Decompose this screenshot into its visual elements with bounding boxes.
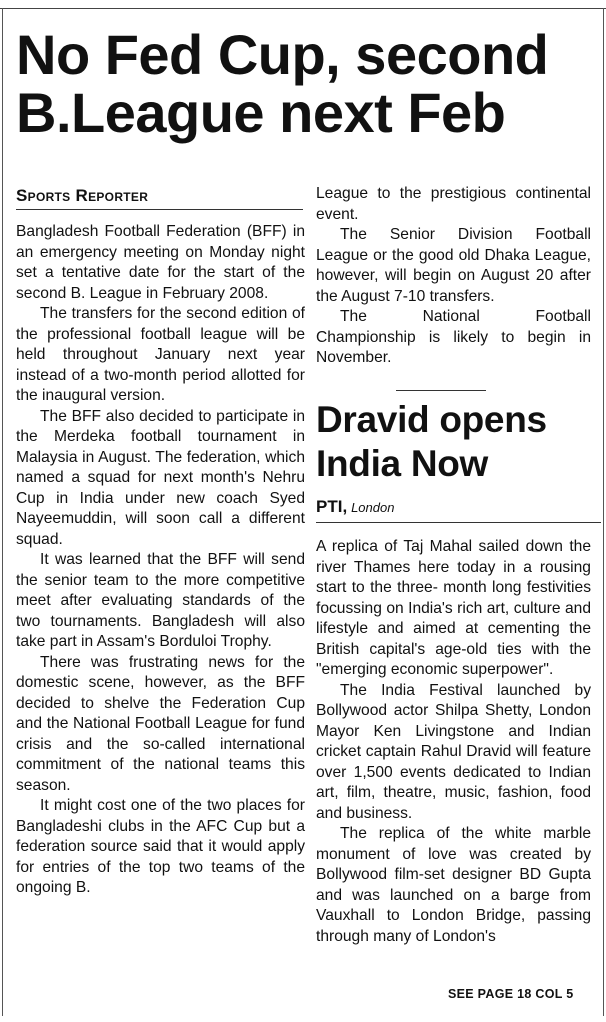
article1-paragraph: There was frustrating news for the domestic scene, however, as the BFF decided to shelve the Federation Cup and the National Football League for fund crisis and the so-called international commitment of the national teams this season. xyxy=(16,653,305,794)
article1-paragraph: The Senior Division Football League or the good old Dhaka League, however, will begin on August 20 after the August 7-10 transfers. xyxy=(316,226,591,305)
article1-paragraph: It was learned that the BFF will send the senior team to the more competitive meet after evaluating standards of the two tournaments. Bangladesh will also take part in Assam's Borduloi Trophy. xyxy=(16,551,305,650)
article1-paragraph: The BFF also decided to participate in the Merdeka football tournament in Malaysia in August. The federation, which named a squad for next month's Nehru Cup in India under new coach Syed Nayeemuddin, will soon call a different squad. xyxy=(16,407,305,548)
continued-on-page-link: SEE PAGE 18 COL 5 xyxy=(448,987,574,1001)
article1-paragraph: League to the prestigious continental event. xyxy=(316,185,591,223)
article1-paragraph: It might cost one of the two places for Bangladeshi clubs in the AFC Cup but a federation source said that it would apply for entries of the top two teams of the ongoing B. xyxy=(16,797,305,896)
byline-pti xyxy=(316,497,394,518)
byline-rule xyxy=(316,522,601,523)
byline-rule xyxy=(16,209,303,210)
article-divider xyxy=(396,390,486,391)
left-border xyxy=(2,8,3,1016)
article1-left-column xyxy=(16,222,305,899)
article1-paragraph: The transfers for the second edition of the professional football league will be held throughout January next year instead of a two-month period allotted for the inaugural version. xyxy=(16,305,305,404)
top-border xyxy=(0,8,606,9)
article2-paragraph: The replica of the white marble monument of love was created by Bollywood film-set designer BD Gupta and was launched on a barge from Vauxhall to London Bridge, passing through many of London's xyxy=(316,825,591,945)
right-border xyxy=(603,8,604,1016)
byline-place: London xyxy=(351,500,395,515)
byline-source: PTI, xyxy=(316,497,348,516)
article1-paragraph: The National Football Championship is likely to begin in November. xyxy=(316,308,591,366)
main-headline: No Fed Cup, second B.League next Feb xyxy=(16,23,549,144)
article1-paragraph: Bangladesh Football Federation (BFF) in an emergency meeting on Monday night set a tentative date for the start of the second B. League in February 2008. xyxy=(16,223,305,302)
byline-sports-reporter: Sports Reporter xyxy=(16,186,149,205)
article2-column xyxy=(316,537,591,947)
article2-paragraph: A replica of Taj Mahal sailed down the river Thames here today in a rousing start to the three- month long festivities focussing on India's rich art, culture and lifestyle and aimed at cementing the British capital's age-old ties with the "emerging economic superpower". xyxy=(316,538,591,678)
article2-paragraph: The India Festival launched by Bollywood actor Shilpa Shetty, London Mayor Ken Livingstone and Indian cricket captain Rahul Dravid will feature over 1,500 events dedicated to Indian art, film, theatre, music, fashion, food and business. xyxy=(316,681,591,822)
secondary-headline: Dravid opens India Now xyxy=(316,399,547,484)
article1-right-column xyxy=(316,184,591,369)
